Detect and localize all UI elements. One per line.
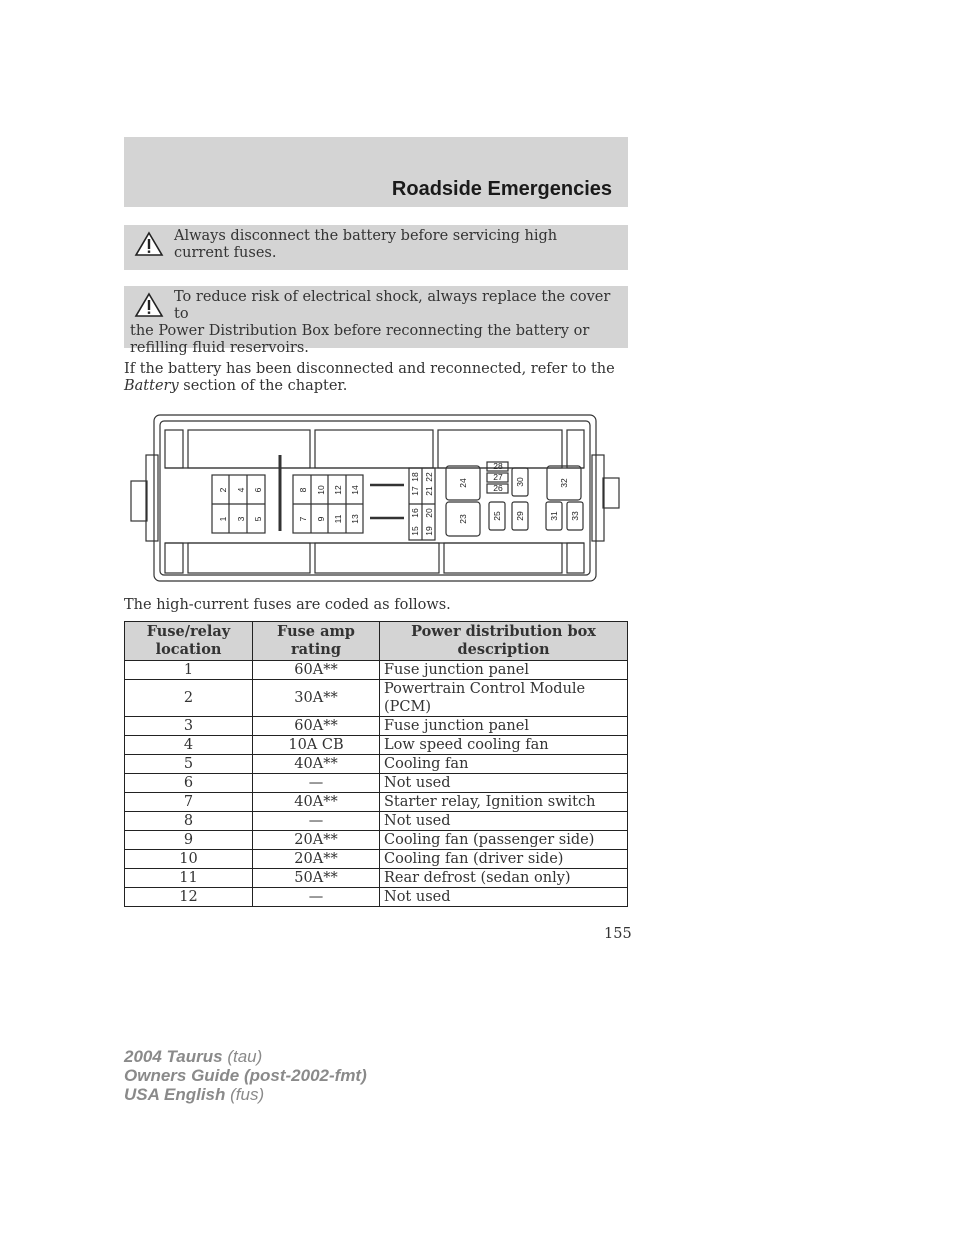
- column-header: Fuse amp rating: [253, 622, 380, 661]
- cell-rating: 20A**: [253, 831, 380, 850]
- cell-rating: 40A**: [253, 755, 380, 774]
- cell-rating: —: [253, 888, 380, 907]
- fuse-label: 7: [298, 516, 308, 522]
- cell-location: 11: [125, 869, 253, 888]
- fuse-label: 6: [253, 487, 263, 493]
- section-header: [124, 137, 628, 207]
- fuse-label: 32: [559, 478, 569, 488]
- table-row: [125, 850, 628, 869]
- table-caption: The high-current fuses are coded as follows.: [124, 597, 451, 613]
- fuse-label: 11: [333, 514, 343, 524]
- cell-description: Not used: [380, 888, 628, 907]
- column-header: Power distribution box description: [380, 622, 628, 661]
- cell-location: 3: [125, 717, 253, 736]
- warning-box-battery: [124, 225, 628, 270]
- power-distribution-box-diagram: [128, 413, 624, 585]
- high-current-fuse-table: [124, 621, 628, 907]
- cell-location: 5: [125, 755, 253, 774]
- table-row: [125, 812, 628, 831]
- fuse-label: 14: [350, 485, 360, 495]
- table-row: [125, 717, 628, 736]
- cell-description: Cooling fan: [380, 755, 628, 774]
- fuse-label: 8: [298, 487, 308, 493]
- cell-description: Cooling fan (driver side): [380, 850, 628, 869]
- fuse-label: 12: [333, 485, 343, 495]
- fuse-label: 15: [410, 526, 420, 536]
- page-number: 155: [604, 926, 632, 942]
- fuse-label: 5: [253, 516, 263, 522]
- cell-rating: 30A**: [253, 680, 380, 717]
- cell-location: 4: [125, 736, 253, 755]
- fuse-label: 1: [218, 516, 228, 522]
- table-row: [125, 755, 628, 774]
- cell-location: 12: [125, 888, 253, 907]
- cell-location: 9: [125, 831, 253, 850]
- cell-description: Fuse junction panel: [380, 661, 628, 680]
- cell-rating: 60A**: [253, 661, 380, 680]
- cell-rating: 60A**: [253, 717, 380, 736]
- cell-description: Powertrain Control Module (PCM): [380, 680, 628, 717]
- fuse-label: 24: [458, 478, 468, 488]
- warning-text: To reduce risk of electrical shock, always replace the cover to the Power Distribution Box before reconnecting the battery or refilling fluid reservoirs.: [130, 289, 611, 356]
- cell-description: Cooling fan (passenger side): [380, 831, 628, 850]
- warning-text: Always disconnect the battery before servicing high current fuses.: [174, 228, 558, 261]
- cell-location: 8: [125, 812, 253, 831]
- fuse-label: 4: [236, 487, 246, 493]
- fuse-label: 18: [410, 472, 420, 482]
- fuse-label: 25: [492, 511, 502, 521]
- fuse-label: 30: [515, 477, 525, 487]
- fuse-label: 22: [424, 472, 434, 482]
- fuse-label: 13: [350, 514, 360, 524]
- cell-location: 2: [125, 680, 253, 717]
- cell-description: Rear defrost (sedan only): [380, 869, 628, 888]
- fuse-label: 28: [493, 461, 503, 471]
- cell-rating: 40A**: [253, 793, 380, 812]
- cell-location: 6: [125, 774, 253, 793]
- table-row: [125, 793, 628, 812]
- fuse-label: 33: [570, 511, 580, 521]
- table-header-row: [125, 622, 628, 661]
- fuse-label: 3: [236, 516, 246, 522]
- fuse-label: 10: [316, 485, 326, 495]
- column-header: Fuse/relay location: [125, 622, 253, 661]
- cell-rating: 20A**: [253, 850, 380, 869]
- warning-triangle-icon: [134, 231, 164, 257]
- fuse-label: 20: [424, 508, 434, 518]
- fuse-label: 17: [410, 486, 420, 496]
- cell-location: 1: [125, 661, 253, 680]
- fuse-label: 29: [515, 511, 525, 521]
- table-row: [125, 831, 628, 850]
- battery-link-text: Battery: [124, 378, 179, 394]
- fuse-label: 19: [424, 526, 434, 536]
- cell-description: Fuse junction panel: [380, 717, 628, 736]
- cell-description: Not used: [380, 774, 628, 793]
- fuse-label: 21: [424, 486, 434, 496]
- fuse-label: 2: [218, 487, 228, 493]
- warning-box-shock: [124, 286, 628, 356]
- cell-description: Starter relay, Ignition switch: [380, 793, 628, 812]
- fuse-label: 31: [549, 511, 559, 521]
- fuse-label: 16: [410, 508, 420, 518]
- table-row: [125, 736, 628, 755]
- cell-description: Not used: [380, 812, 628, 831]
- table-row: [125, 869, 628, 888]
- battery-paragraph: If the battery has been disconnected and reconnected, refer to the Battery section of the chapter.: [124, 361, 615, 394]
- fuse-label: 9: [316, 516, 326, 522]
- section-title: Roadside Emergencies: [391, 178, 612, 200]
- cell-location: 10: [125, 850, 253, 869]
- cell-description: Low speed cooling fan: [380, 736, 628, 755]
- table-row: [125, 888, 628, 907]
- table-row: [125, 680, 628, 717]
- document-footer: 2004 Taurus (tau) Owners Guide (post-2002-fmt) USA English (fus): [124, 1047, 367, 1104]
- cell-rating: 10A CB: [253, 736, 380, 755]
- warning-triangle-icon: [134, 292, 164, 318]
- fuse-label: 26: [493, 483, 503, 493]
- cell-rating: —: [253, 812, 380, 831]
- table-row: [125, 774, 628, 793]
- cell-location: 7: [125, 793, 253, 812]
- fuse-label: 27: [493, 472, 503, 482]
- fuse-label: 23: [458, 514, 468, 524]
- cell-rating: —: [253, 774, 380, 793]
- table-row: [125, 661, 628, 680]
- cell-rating: 50A**: [253, 869, 380, 888]
